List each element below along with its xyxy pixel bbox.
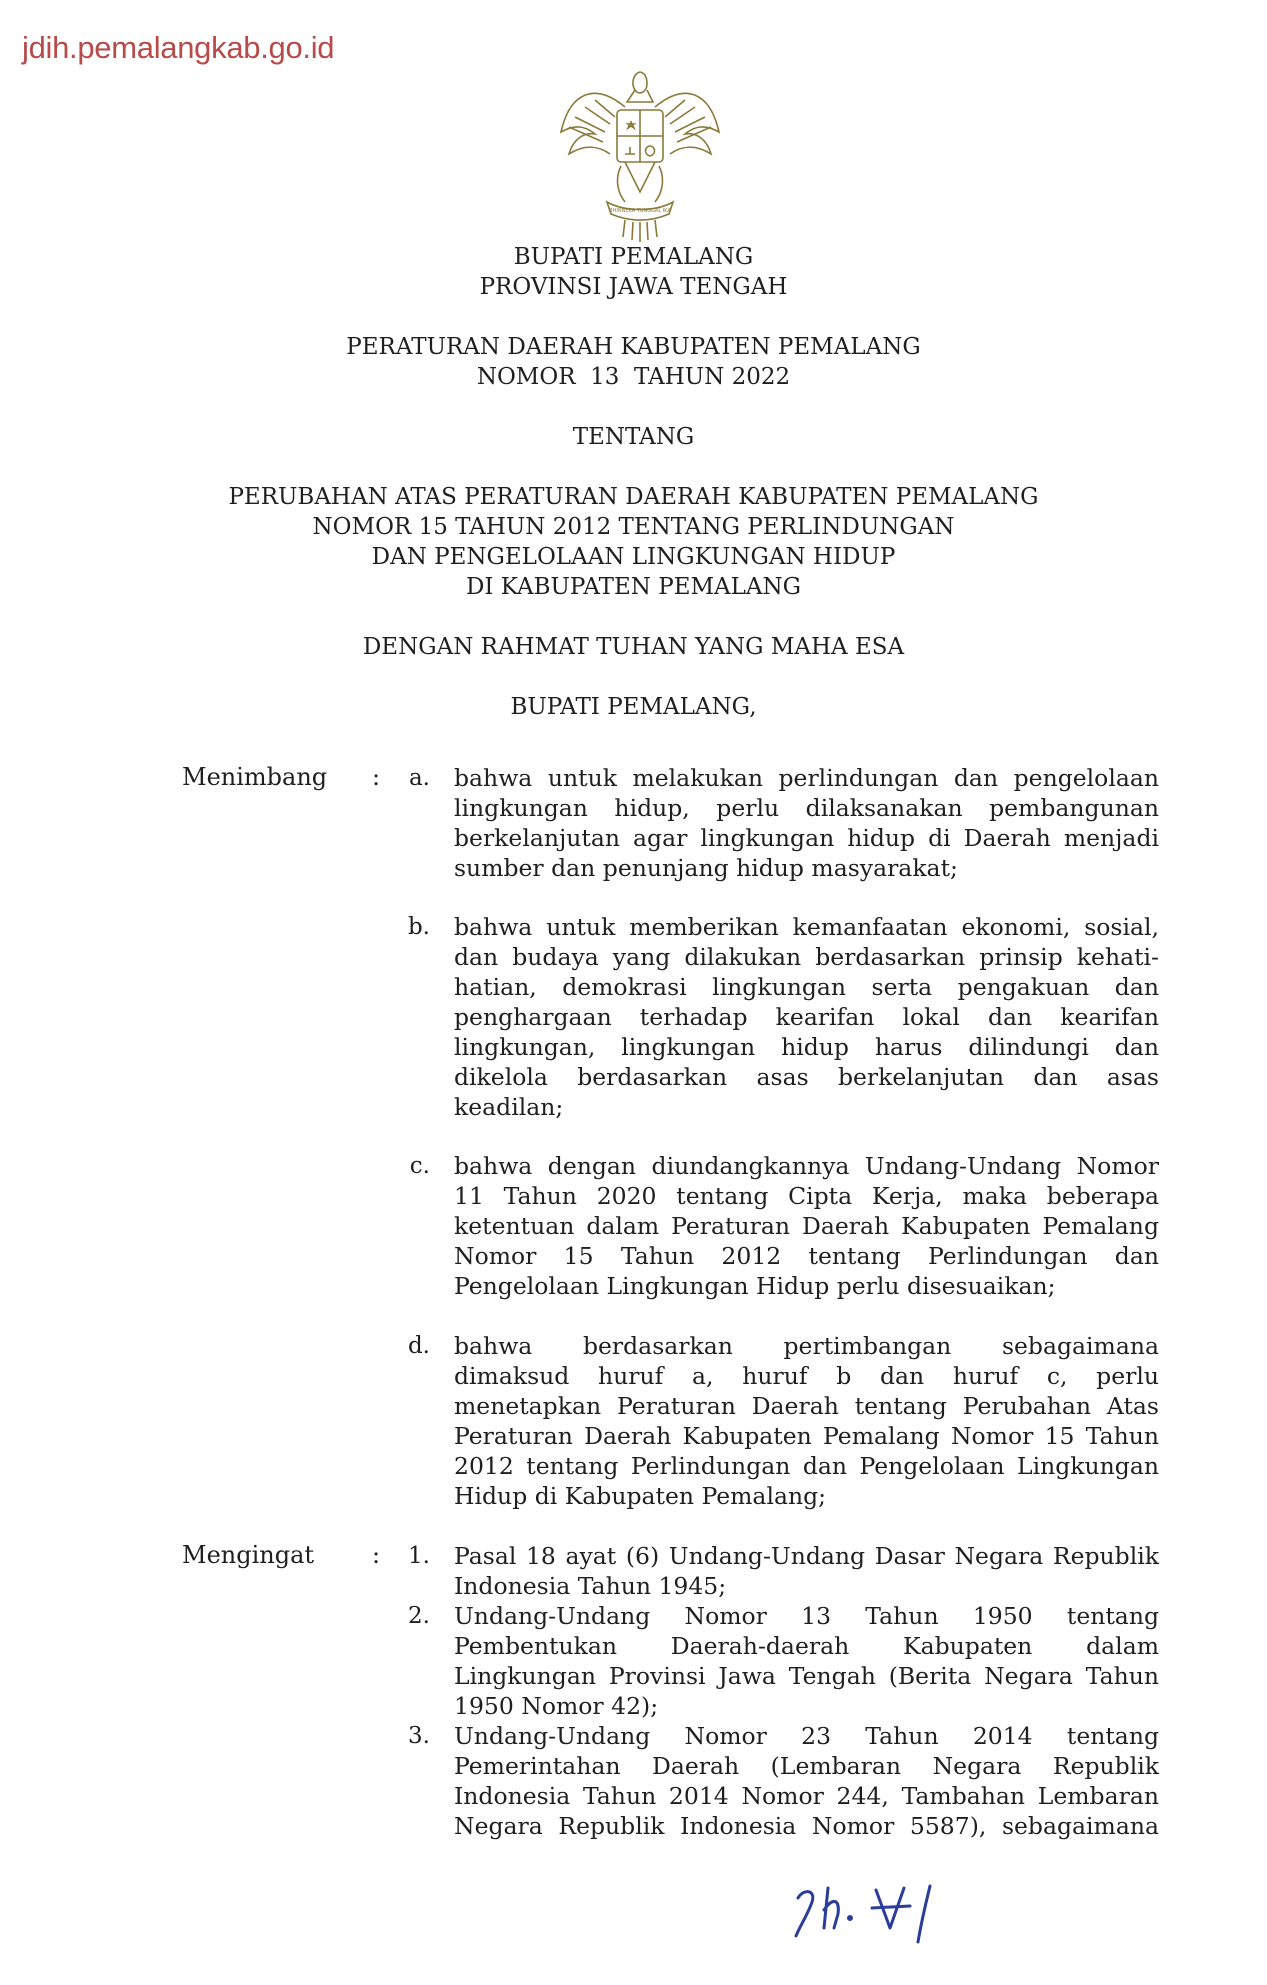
garuda-emblem-icon (555, 62, 725, 247)
item-marker: b. (407, 914, 430, 940)
text-line: Pembentukan Daerah-daerah Kabupaten dalam (454, 1632, 1159, 1660)
mengingat-item-1 (454, 1541, 1159, 1601)
text-line: Peraturan Daerah Kabupaten Pemalang Nomor 15 Tahun (454, 1422, 1159, 1450)
subject-line: DI KABUPATEN PEMALANG (465, 574, 802, 600)
text-line: 11 Tahun 2020 tentang Cipta Kerja, maka beberapa (454, 1182, 1159, 1210)
text-line: menetapkan Peraturan Daerah tentang Perubahan Atas (454, 1392, 1159, 1420)
menimbang-colon: : (372, 763, 381, 791)
watermark-url: jdih.pemalangkab.go.id (22, 30, 335, 65)
subject-line: NOMOR 15 TAHUN 2012 TENTANG PERLINDUNGAN (312, 514, 955, 540)
text-line: dimaksud huruf a, huruf b dan huruf c, perlu (454, 1362, 1159, 1390)
text-line: ketentuan dalam Peraturan Daerah Kabupaten Pemalang (454, 1212, 1159, 1240)
text-line: dan budaya yang dilakukan berdasarkan prinsip kehati- (454, 943, 1159, 971)
text-line: Undang-Undang Nomor 23 Tahun 2014 tentang (454, 1722, 1159, 1750)
text-line: Hidup di Kabupaten Pemalang; (454, 1482, 827, 1510)
menimbang-item-b (454, 912, 1159, 1122)
text-line: lingkungan hidup, perlu dilaksanakan pembangunan (454, 794, 1159, 822)
handwritten-initials-icon (780, 1858, 980, 1948)
menimbang-label: Menimbang (182, 763, 328, 791)
svg-text:BHINNEKA TUNGGAL IKA: BHINNEKA TUNGGAL IKA (609, 208, 671, 214)
text-line: Nomor 15 Tahun 2012 tentang Perlindungan dan (454, 1242, 1159, 1270)
text-line: 2012 tentang Perlindungan dan Pengelolaan Lingkungan (454, 1452, 1159, 1480)
mengingat-label: Mengingat (182, 1541, 315, 1569)
mengingat-colon: : (372, 1541, 381, 1569)
mengingat-item-3 (454, 1721, 1159, 1841)
bupati-line: BUPATI PEMALANG, (510, 694, 757, 720)
subject-line: PERUBAHAN ATAS PERATURAN DAERAH KABUPATEN PEMALANG (228, 484, 1039, 510)
text-line: keadilan; (454, 1093, 564, 1121)
menimbang-item-a (454, 763, 1159, 883)
text-line: Undang-Undang Nomor 13 Tahun 1950 tentang (454, 1602, 1159, 1630)
text-line: Pengelolaan Lingkungan Hidup perlu disesuaikan; (454, 1272, 1056, 1300)
item-marker: d. (407, 1333, 430, 1359)
text-line: Indonesia Tahun 1945; (454, 1572, 727, 1600)
mengingat-item-2 (454, 1601, 1159, 1721)
text-line: Negara Republik Indonesia Nomor 5587), sebagaimana (454, 1812, 1159, 1840)
regulation-number: NOMOR 13 TAHUN 2022 (476, 364, 791, 390)
text-line: dikelola berdasarkan asas berkelanjutan dan asas (454, 1063, 1159, 1091)
text-line: bahwa dengan diundangkannya Undang-Undang Nomor (454, 1152, 1159, 1180)
text-line: bahwa untuk memberikan kemanfaatan ekonomi, sosial, (454, 913, 1159, 941)
tentang-heading: TENTANG (572, 424, 695, 450)
subject-line: DAN PENGELOLAAN LINGKUNGAN HIDUP (371, 544, 896, 570)
text-line: berkelanjutan agar lingkungan hidup di Daerah menjadi (454, 824, 1159, 852)
text-line: Pasal 18 ayat (6) Undang-Undang Dasar Negara Republik (454, 1542, 1159, 1570)
authority-title: BUPATI PEMALANG (513, 244, 754, 270)
item-marker: 3. (408, 1723, 430, 1749)
item-marker: 1. (408, 1543, 430, 1569)
text-line: Pemerintahan Daerah (Lembaran Negara Republik (454, 1752, 1159, 1780)
text-line: penghargaan terhadap kearifan lokal dan kearifan (454, 1003, 1159, 1031)
text-line: sumber dan penunjang hidup masyarakat; (454, 854, 958, 882)
text-line: Indonesia Tahun 2014 Nomor 244, Tambahan Lembaran (454, 1782, 1159, 1810)
item-marker: 2. (408, 1603, 430, 1629)
province-title: PROVINSI JAWA TENGAH (479, 274, 788, 300)
text-line: 1950 Nomor 42); (454, 1692, 659, 1720)
text-line: hatian, demokrasi lingkungan serta pengakuan dan (454, 973, 1159, 1001)
regulation-title: PERATURAN DAERAH KABUPATEN PEMALANG (346, 334, 921, 360)
text-line: Lingkungan Provinsi Jawa Tengah (Berita Negara Tahun (454, 1662, 1159, 1690)
menimbang-item-d (454, 1331, 1159, 1511)
text-line: bahwa untuk melakukan perlindungan dan pengelolaan (454, 764, 1159, 792)
text-line: lingkungan, lingkungan hidup harus dilindungi dan (454, 1033, 1159, 1061)
item-marker: a. (408, 765, 430, 791)
rahmat-line: DENGAN RAHMAT TUHAN YANG MAHA ESA (362, 634, 905, 660)
item-marker: c. (409, 1153, 430, 1179)
text-line: bahwa berdasarkan pertimbangan sebagaimana (454, 1332, 1159, 1360)
menimbang-item-c (454, 1151, 1159, 1301)
